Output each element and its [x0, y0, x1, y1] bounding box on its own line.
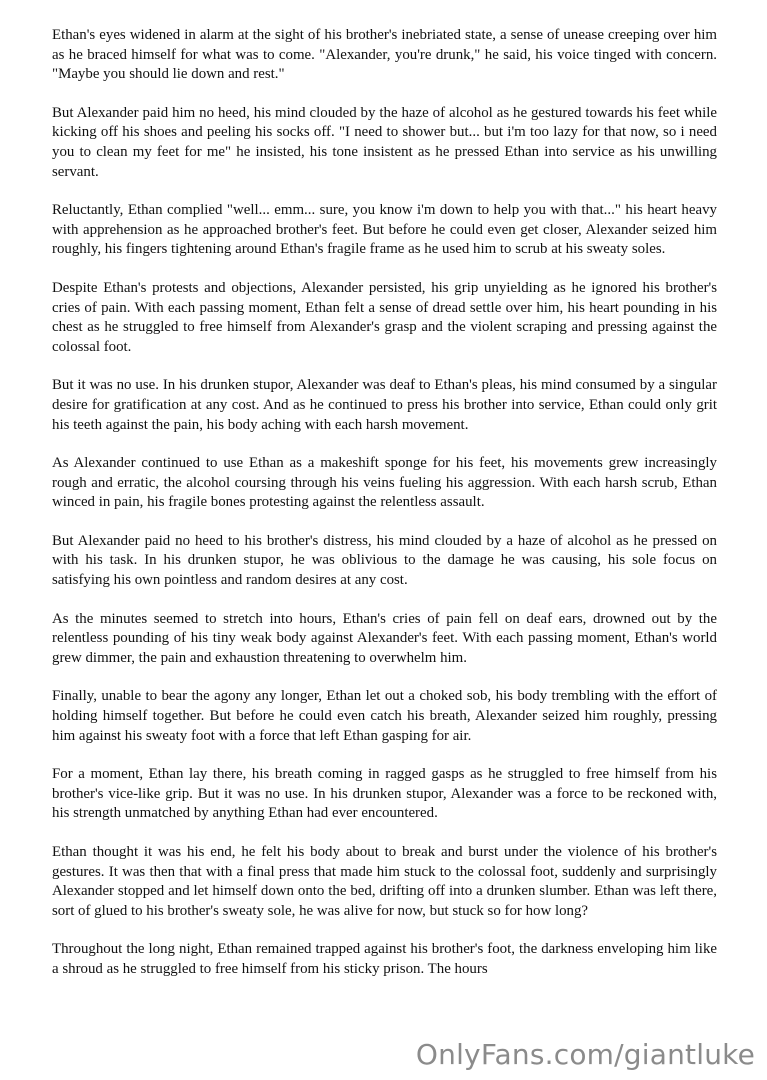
- story-paragraph: As Alexander continued to use Ethan as a makeshift sponge for his feet, his movements grew increasingly rough and erratic, the alcohol coursing through his veins fueling his aggression. With each harsh scrub, Ethan winced in pain, his fragile bones protesting against the relentless assault.: [52, 455, 717, 511]
- onlyfans-watermark: OnlyFans.com/giantluke: [415, 1038, 755, 1071]
- story-text-body: [52, 26, 717, 980]
- story-paragraph: But it was no use. In his drunken stupor, Alexander was deaf to Ethan's pleas, his mind consumed by a singular desire for gratification at any cost. And as he continued to press his brother into service, Ethan could only grit his teeth against the pain, his body aching with each harsh movement.: [52, 377, 717, 433]
- story-paragraph-clipped: Throughout the long night, Ethan remained trapped against his brother's foot, the darkness enveloping him like a shroud as he struggled to free himself from his sticky prison. The hours: [52, 941, 717, 977]
- story-paragraph: Despite Ethan's protests and objections, Alexander persisted, his grip unyielding as he ignored his brother's cries of pain. With each passing moment, Ethan felt a sense of dread settle over him, his heart pounding in his chest as he struggled to free himself from Alexander's grasp and the violent scraping and pressing against the colossal foot.: [52, 279, 717, 355]
- story-paragraph: Ethan thought it was his end, he felt his body about to break and burst under the violence of his brother's gestures. It was then that with a final press that made him stuck to the colossal foot, suddenly and surprisingly Alexander stopped and let himself down onto the bed, drifting off into a drunken slumber. Ethan was left there, sort of glued to his brother's sweaty sole, he was alive for now, but stuck so for how long?: [52, 844, 717, 919]
- story-paragraph: Ethan's eyes widened in alarm at the sight of his brother's inebriated state, a sense of unease creeping over him as he braced himself for what was to come. "Alexander, you're drunk," he said, his voice tinged with concern. "Maybe you should lie down and rest.": [52, 27, 717, 83]
- story-paragraph: But Alexander paid no heed to his brother's distress, his mind clouded by a haze of alcohol as he pressed on with his task. In his drunken stupor, he was oblivious to the damage he was causing, his sole focus on satisfying his own pointless and random desires at any cost.: [52, 532, 717, 589]
- story-paragraph: But Alexander paid him no heed, his mind clouded by the haze of alcohol as he gestured towards his feet while kicking off his shoes and peeling his socks off. "I need to shower but... but i'm too lazy for that now, so i need you to clean my feet for me" he insisted, his tone insistent as he pressed Ethan into service as his unwilling servant.: [52, 104, 717, 180]
- story-paragraph: Reluctantly, Ethan complied "well... emm... sure, you know i'm down to help you with that..." his heart heavy with apprehension as he approached brother's feet. But before he could even get closer, Alexander seized him roughly, his fingers tightening around Ethan's fragile frame as he used him to scrub at his sweaty soles.: [52, 202, 717, 258]
- story-paragraph: As the minutes seemed to stretch into hours, Ethan's cries of pain fell on deaf ears, drowned out by the relentless pounding of his tiny weak body against Alexander's feet. With each passing moment, Ethan's world grew dimmer, the pain and exhaustion threatening to overwhelm him.: [52, 610, 717, 666]
- story-paragraph: Finally, unable to bear the agony any longer, Ethan let out a choked sob, his body trembling with the effort of holding himself together. But before he could even catch his breath, Alexander seized him roughly, pressing him against his sweaty foot with a force that left Ethan gasping for air.: [52, 688, 717, 744]
- story-paragraph: For a moment, Ethan lay there, his breath coming in ragged gasps as he struggled to free himself from his brother's vice-like grip. But it was no use. In his drunken stupor, Alexander was a force to be reckoned with, his strength unmatched by anything Ethan had ever encountered.: [52, 766, 717, 822]
